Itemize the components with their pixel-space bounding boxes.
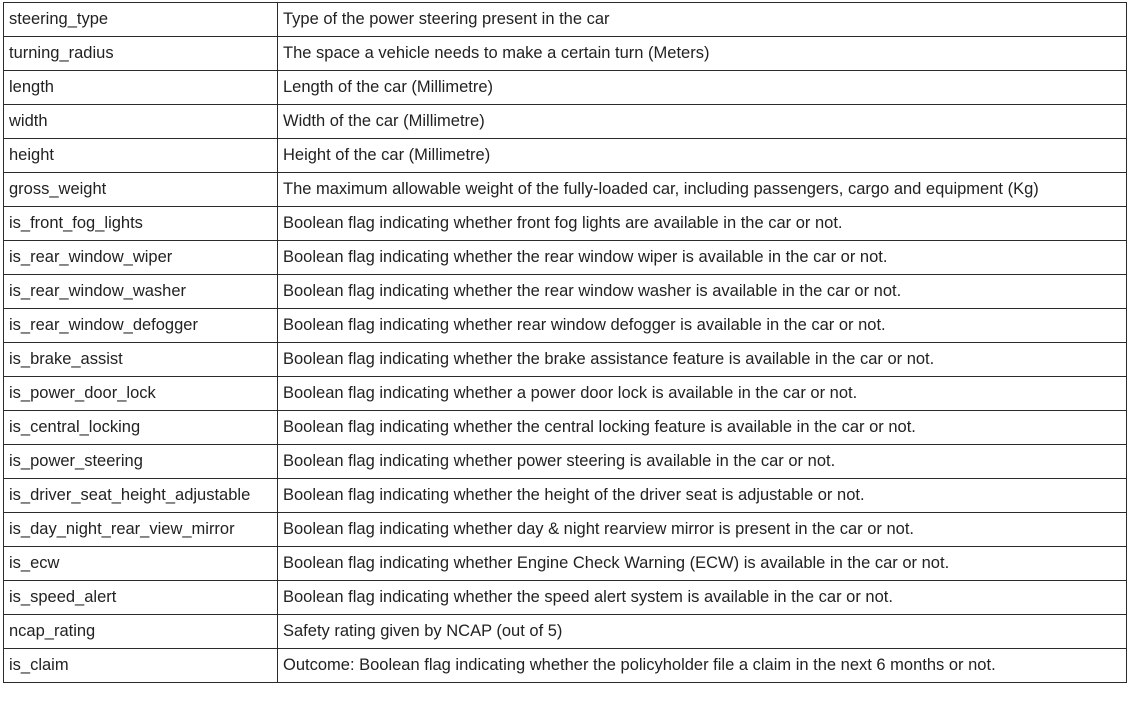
field-name-cell: is_claim — [4, 649, 278, 683]
field-name-cell: width — [4, 105, 278, 139]
table-row — [4, 105, 1127, 139]
field-name-cell: is_day_night_rear_view_mirror — [4, 513, 278, 547]
field-description-cell: Boolean flag indicating whether day & night rearview mirror is present in the car or not. — [278, 513, 1127, 547]
field-description-cell: Boolean flag indicating whether the brake assistance feature is available in the car or not. — [278, 343, 1127, 377]
field-name-cell: length — [4, 71, 278, 105]
field-name-cell: is_rear_window_wiper — [4, 241, 278, 275]
table-row — [4, 139, 1127, 173]
field-description-cell: Height of the car (Millimetre) — [278, 139, 1127, 173]
table-row — [4, 513, 1127, 547]
table-row — [4, 479, 1127, 513]
table-row — [4, 615, 1127, 649]
field-description-cell: Boolean flag indicating whether the rear window wiper is available in the car or not. — [278, 241, 1127, 275]
field-description-cell: Boolean flag indicating whether power steering is available in the car or not. — [278, 445, 1127, 479]
field-name-cell: is_central_locking — [4, 411, 278, 445]
field-description-cell: The space a vehicle needs to make a certain turn (Meters) — [278, 37, 1127, 71]
field-name-cell: is_speed_alert — [4, 581, 278, 615]
table-row — [4, 649, 1127, 683]
field-description-cell: Boolean flag indicating whether front fog lights are available in the car or not. — [278, 207, 1127, 241]
table-row — [4, 581, 1127, 615]
field-name-cell: is_power_steering — [4, 445, 278, 479]
field-name-cell: ncap_rating — [4, 615, 278, 649]
table-row — [4, 377, 1127, 411]
field-description-cell: Boolean flag indicating whether a power door lock is available in the car or not. — [278, 377, 1127, 411]
field-description-cell: Safety rating given by NCAP (out of 5) — [278, 615, 1127, 649]
data-dictionary-table-container — [3, 2, 1127, 683]
field-name-cell: steering_type — [4, 3, 278, 37]
field-name-cell: turning_radius — [4, 37, 278, 71]
table-row — [4, 343, 1127, 377]
field-name-cell: is_ecw — [4, 547, 278, 581]
table-row — [4, 547, 1127, 581]
field-description-cell: Boolean flag indicating whether rear window defogger is available in the car or not. — [278, 309, 1127, 343]
field-name-cell: is_rear_window_defogger — [4, 309, 278, 343]
data-dictionary-table — [3, 2, 1127, 683]
field-name-cell: is_front_fog_lights — [4, 207, 278, 241]
field-description-cell: Outcome: Boolean flag indicating whether the policyholder file a claim in the next 6 months or not. — [278, 649, 1127, 683]
field-description-cell: Length of the car (Millimetre) — [278, 71, 1127, 105]
table-row — [4, 241, 1127, 275]
field-name-cell: gross_weight — [4, 173, 278, 207]
field-description-cell: Type of the power steering present in the car — [278, 3, 1127, 37]
field-description-cell: Boolean flag indicating whether the speed alert system is available in the car or not. — [278, 581, 1127, 615]
table-row — [4, 71, 1127, 105]
table-row — [4, 3, 1127, 37]
field-description-cell: Boolean flag indicating whether the rear window washer is available in the car or not. — [278, 275, 1127, 309]
table-body — [4, 3, 1127, 683]
field-name-cell: height — [4, 139, 278, 173]
table-row — [4, 445, 1127, 479]
field-name-cell: is_brake_assist — [4, 343, 278, 377]
field-name-cell: is_power_door_lock — [4, 377, 278, 411]
field-description-cell: Boolean flag indicating whether Engine Check Warning (ECW) is available in the car or not. — [278, 547, 1127, 581]
field-name-cell: is_rear_window_washer — [4, 275, 278, 309]
field-description-cell: Width of the car (Millimetre) — [278, 105, 1127, 139]
table-row — [4, 309, 1127, 343]
field-name-cell: is_driver_seat_height_adjustable — [4, 479, 278, 513]
table-row — [4, 173, 1127, 207]
field-description-cell: The maximum allowable weight of the fully-loaded car, including passengers, cargo and equipment (Kg) — [278, 173, 1127, 207]
table-row — [4, 411, 1127, 445]
table-row — [4, 37, 1127, 71]
field-description-cell: Boolean flag indicating whether the central locking feature is available in the car or not. — [278, 411, 1127, 445]
table-row — [4, 207, 1127, 241]
table-row — [4, 275, 1127, 309]
field-description-cell: Boolean flag indicating whether the height of the driver seat is adjustable or not. — [278, 479, 1127, 513]
